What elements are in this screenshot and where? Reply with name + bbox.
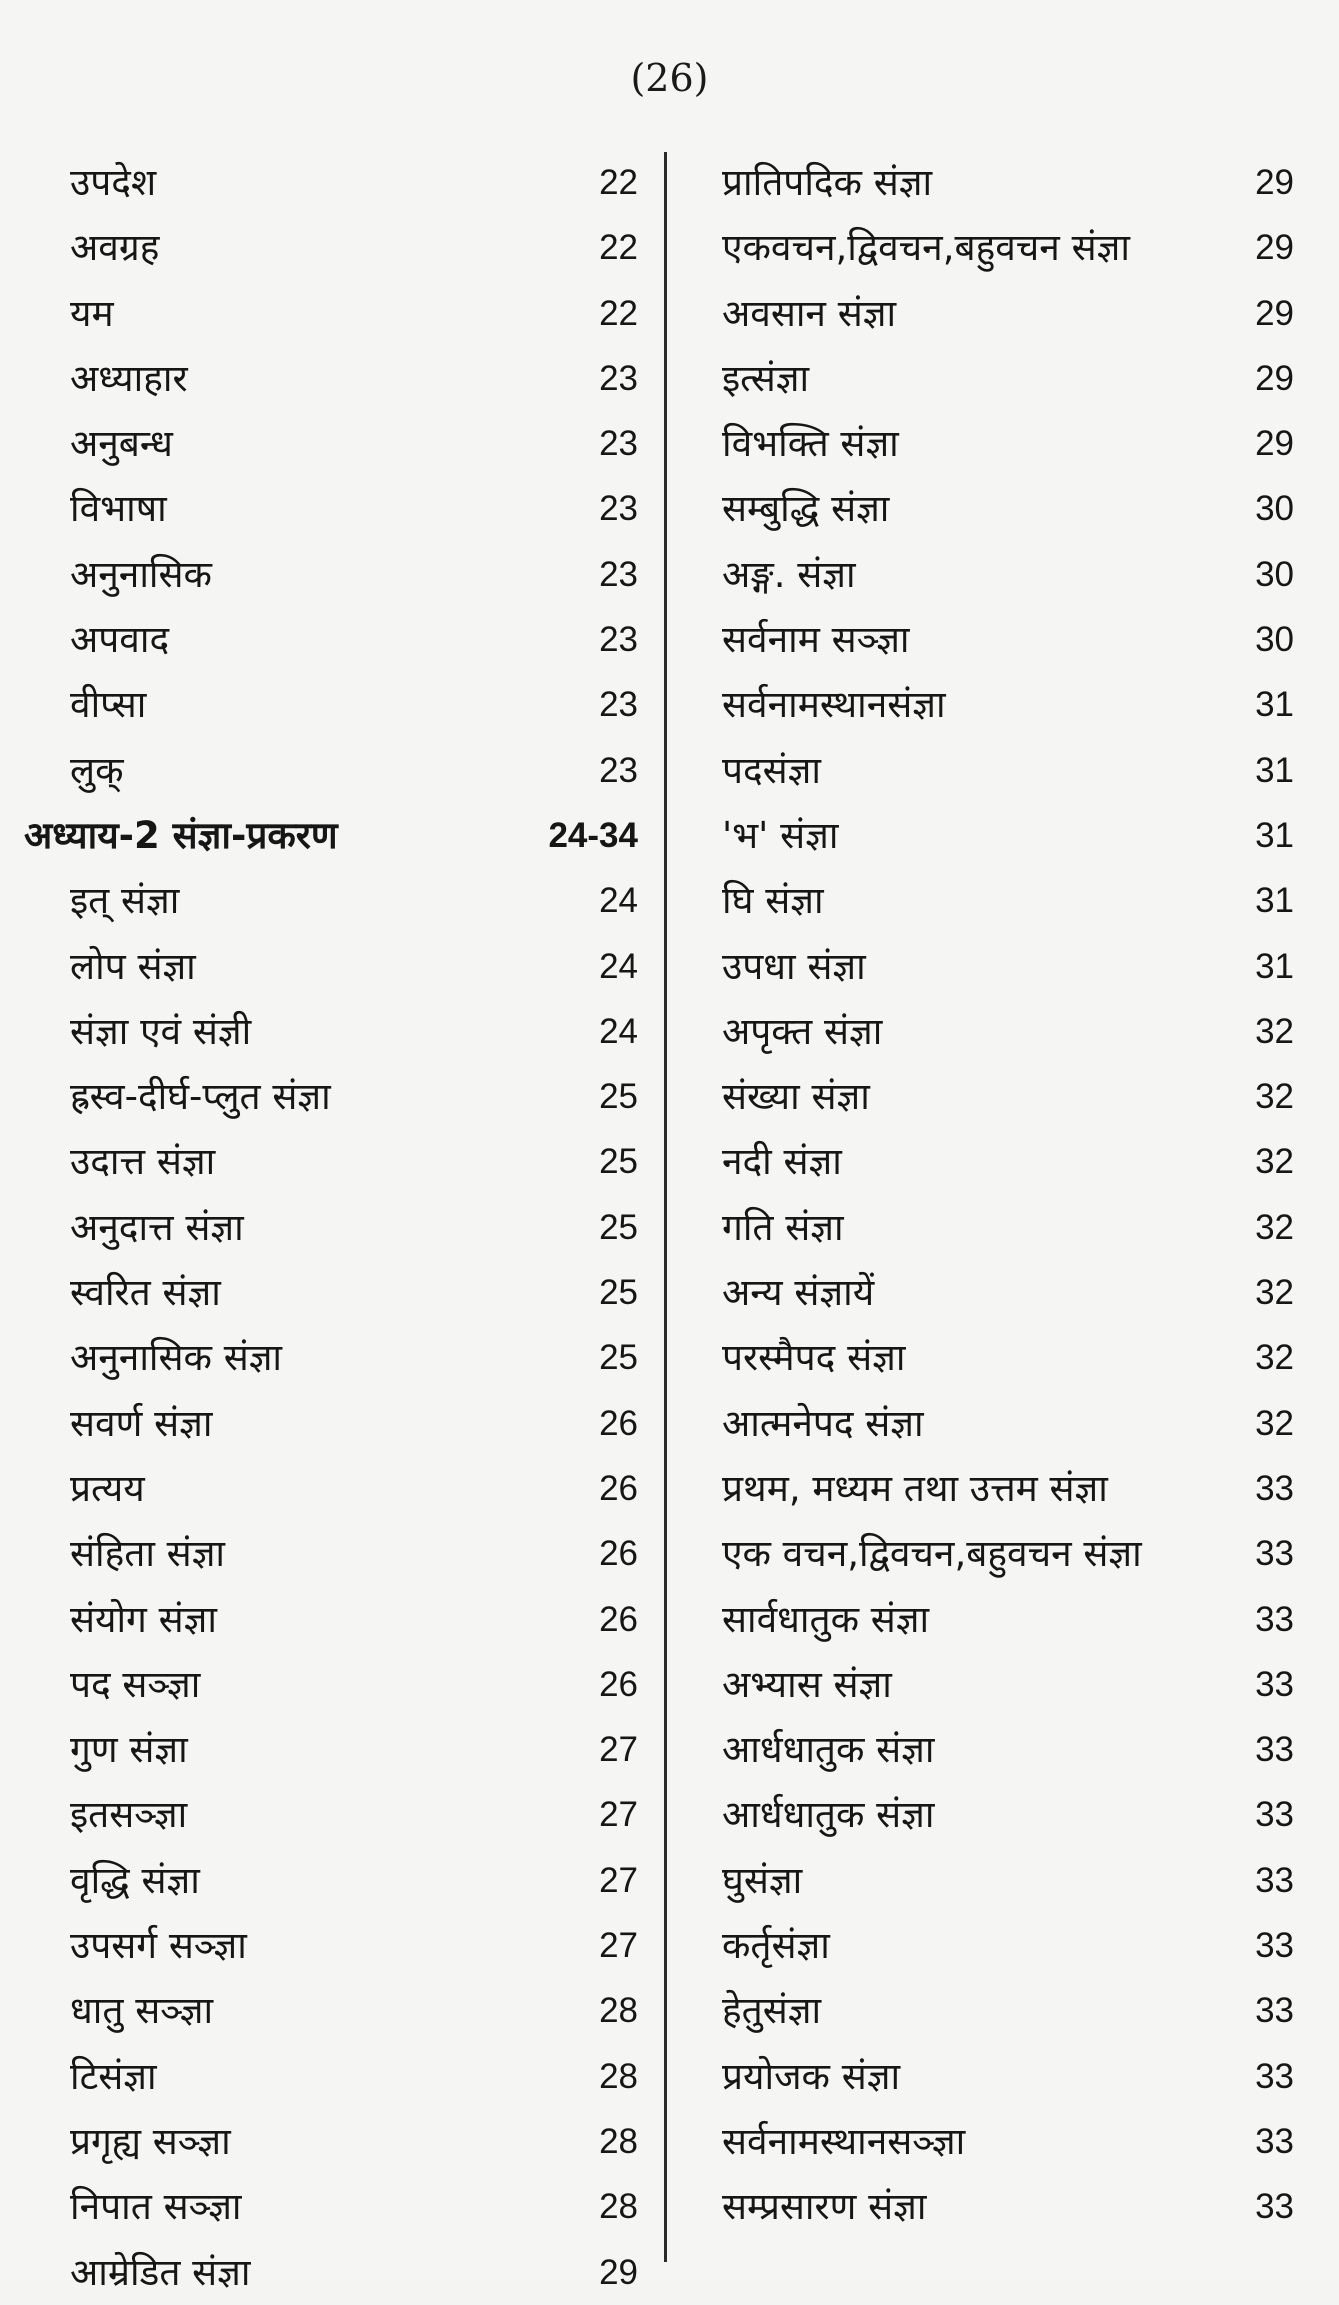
entry-label: अपवाद bbox=[70, 618, 170, 662]
index-entry bbox=[700, 803, 1300, 868]
entry-label: अनुदात्त संज्ञा bbox=[70, 1205, 244, 1249]
entry-page-number: 29 bbox=[599, 2252, 638, 2292]
index-entry bbox=[700, 868, 1300, 933]
entry-label: प्रातिपदिक संज्ञा bbox=[722, 161, 933, 204]
entry-page-number: 29 bbox=[1255, 163, 1294, 202]
entry-page-number: 32 bbox=[1255, 1011, 1294, 1051]
entry-page-number: 23 bbox=[599, 424, 638, 464]
entry-label: हेतुसंज्ञा bbox=[722, 1989, 822, 2033]
entry-page-number: 32 bbox=[1255, 1077, 1294, 1117]
entry-label: कर्तृसंज्ञा bbox=[722, 1924, 830, 1968]
entry-page-number: 32 bbox=[1255, 1403, 1294, 1443]
entry-page-number: 31 bbox=[1255, 946, 1294, 986]
index-entry bbox=[0, 1587, 650, 1652]
entry-page-number: 28 bbox=[599, 1991, 638, 2031]
index-entry bbox=[0, 1913, 650, 1978]
entry-label: निपात सञ्ज्ञा bbox=[70, 2185, 242, 2229]
index-entry bbox=[0, 2240, 650, 2305]
entry-label: उपसर्ग सञ्ज्ञा bbox=[70, 1924, 247, 1968]
entry-page-number: 33 bbox=[1255, 2187, 1294, 2227]
entry-label: लोप संज्ञा bbox=[70, 944, 196, 988]
entry-label: उदात्त संज्ञा bbox=[70, 1140, 216, 1184]
entry-label: अनुनासिक bbox=[70, 552, 212, 596]
entry-label: संज्ञा एवं संज्ञी bbox=[70, 1009, 252, 1053]
entry-page-number: 33 bbox=[1255, 1664, 1294, 1704]
entry-page-number: 23 bbox=[599, 685, 638, 725]
page-number: (26) bbox=[630, 56, 709, 100]
entry-page-number: 33 bbox=[1255, 2121, 1294, 2161]
column-divider bbox=[664, 152, 667, 2262]
entry-page-number: 24-34 bbox=[548, 815, 638, 855]
entry-label: अभ्यास संज्ञा bbox=[722, 1662, 892, 1706]
index-entry bbox=[700, 2174, 1300, 2239]
entry-page-number: 29 bbox=[1255, 358, 1294, 398]
entry-label: सर्वनामस्थानसञ्ज्ञा bbox=[722, 2119, 966, 2163]
entry-page-number: 26 bbox=[599, 1599, 638, 1639]
index-entry bbox=[0, 542, 650, 607]
index-entry bbox=[700, 1652, 1300, 1717]
index-entry bbox=[700, 346, 1300, 411]
entry-label: अनुनासिक संज्ञा bbox=[70, 1336, 283, 1380]
entry-page-number: 33 bbox=[1255, 1795, 1294, 1835]
index-entry bbox=[0, 1717, 650, 1782]
index-column-right bbox=[700, 150, 1300, 2240]
index-entry bbox=[700, 150, 1300, 215]
entry-page-number: 33 bbox=[1255, 2056, 1294, 2096]
entry-page-number: 23 bbox=[599, 620, 638, 660]
entry-page-number: 30 bbox=[1255, 554, 1294, 594]
entry-label: वीप्सा bbox=[70, 683, 147, 727]
entry-label: एकवचन,द्विवचन,बहुवचन संज्ञा bbox=[722, 226, 1130, 270]
entry-label: परस्मैपद संज्ञा bbox=[722, 1336, 906, 1380]
index-entry bbox=[0, 2109, 650, 2174]
index-entry bbox=[700, 1391, 1300, 1456]
index-entry bbox=[700, 1978, 1300, 2043]
entry-page-number: 33 bbox=[1255, 1468, 1294, 1508]
entry-label: सार्वधातुक संज्ञा bbox=[722, 1597, 930, 1641]
entry-label: प्रयोजक संज्ञा bbox=[722, 2054, 901, 2098]
index-entry bbox=[700, 411, 1300, 476]
index-entry bbox=[0, 1260, 650, 1325]
index-entry bbox=[0, 1456, 650, 1521]
entry-page-number: 28 bbox=[599, 2056, 638, 2096]
index-entry bbox=[0, 1978, 650, 2043]
index-entry bbox=[700, 1325, 1300, 1390]
index-entry bbox=[0, 476, 650, 541]
entry-label: प्रगृह्य सञ्ज्ञा bbox=[70, 2119, 231, 2163]
entry-label: पदसंज्ञा bbox=[722, 748, 821, 792]
entry-label: सर्वनाम सञ्ज्ञा bbox=[722, 618, 910, 662]
entry-page-number: 33 bbox=[1255, 1991, 1294, 2031]
index-entry bbox=[700, 934, 1300, 999]
entry-label: विभक्ति संज्ञा bbox=[722, 422, 899, 466]
entry-page-number: 33 bbox=[1255, 1534, 1294, 1574]
entry-label: पद सञ्ज्ञा bbox=[70, 1662, 201, 1706]
entry-page-number: 22 bbox=[599, 163, 638, 202]
entry-page-number: 26 bbox=[599, 1468, 638, 1508]
entry-label: नदी संज्ञा bbox=[722, 1140, 842, 1184]
entry-label: ह्रस्व-दीर्घ-प्लुत संज्ञा bbox=[70, 1075, 331, 1119]
entry-label: सर्वनामस्थानसंज्ञा bbox=[722, 683, 946, 727]
entry-label: संख्या संज्ञा bbox=[722, 1075, 870, 1119]
entry-page-number: 31 bbox=[1255, 750, 1294, 790]
entry-page-number: 29 bbox=[1255, 228, 1294, 268]
index-entry bbox=[0, 1129, 650, 1194]
index-entry bbox=[0, 281, 650, 346]
index-entry bbox=[700, 281, 1300, 346]
entry-label: आत्मनेपद संज्ञा bbox=[722, 1401, 924, 1445]
entry-label: सवर्ण संज्ञा bbox=[70, 1401, 213, 1445]
index-entry bbox=[0, 1782, 650, 1847]
entry-page-number: 25 bbox=[599, 1077, 638, 1117]
entry-page-number: 31 bbox=[1255, 881, 1294, 921]
entry-label: इतसञ्ज्ञा bbox=[70, 1793, 188, 1837]
entry-label: इत् संज्ञा bbox=[70, 879, 180, 923]
entry-page-number: 27 bbox=[599, 1860, 638, 1900]
entry-label: अन्य संज्ञायें bbox=[722, 1271, 875, 1315]
index-entry bbox=[700, 1064, 1300, 1129]
entry-label: आर्धधातुक संज्ञा bbox=[722, 1793, 935, 1837]
entry-page-number: 24 bbox=[599, 946, 638, 986]
index-entry bbox=[0, 411, 650, 476]
index-entry bbox=[0, 738, 650, 803]
entry-label: गुण संज्ञा bbox=[70, 1728, 188, 1772]
entry-page-number: 32 bbox=[1255, 1207, 1294, 1247]
entry-page-number: 23 bbox=[599, 750, 638, 790]
index-entry bbox=[0, 868, 650, 933]
entry-page-number: 30 bbox=[1255, 620, 1294, 660]
entry-label: वृद्धि संज्ञा bbox=[70, 1858, 200, 1902]
index-entry bbox=[0, 672, 650, 737]
entry-page-number: 26 bbox=[599, 1403, 638, 1443]
entry-page-number: 23 bbox=[599, 554, 638, 594]
index-entry bbox=[700, 1521, 1300, 1586]
index-entry bbox=[700, 1456, 1300, 1521]
entry-label: अङ्ग. संज्ञा bbox=[722, 552, 856, 596]
chapter-heading bbox=[0, 803, 650, 868]
entry-page-number: 32 bbox=[1255, 1142, 1294, 1182]
index-entry bbox=[700, 1913, 1300, 1978]
index-entry bbox=[700, 1848, 1300, 1913]
entry-label: टिसंज्ञा bbox=[70, 2054, 157, 2098]
entry-label: प्रत्यय bbox=[70, 1466, 145, 1510]
entry-label: लुक् bbox=[70, 748, 124, 792]
index-entry bbox=[700, 1260, 1300, 1325]
entry-page-number: 24 bbox=[599, 881, 638, 921]
entry-label: संयोग संज्ञा bbox=[70, 1597, 217, 1641]
index-entry bbox=[700, 476, 1300, 541]
index-entry bbox=[700, 1587, 1300, 1652]
index-entry bbox=[0, 607, 650, 672]
index-entry bbox=[700, 1717, 1300, 1782]
entry-page-number: 23 bbox=[599, 489, 638, 529]
entry-label: विभाषा bbox=[70, 487, 167, 531]
index-entry bbox=[700, 2044, 1300, 2109]
index-entry bbox=[0, 1652, 650, 1717]
entry-page-number: 22 bbox=[599, 293, 638, 333]
index-entry bbox=[700, 672, 1300, 737]
index-entry bbox=[700, 999, 1300, 1064]
entry-label: घि संज्ञा bbox=[722, 879, 824, 923]
entry-page-number: 26 bbox=[599, 1664, 638, 1704]
index-entry bbox=[0, 1848, 650, 1913]
entry-page-number: 25 bbox=[599, 1207, 638, 1247]
entry-label: अवग्रह bbox=[70, 226, 160, 270]
entry-page-number: 31 bbox=[1255, 815, 1294, 855]
entry-page-number: 25 bbox=[599, 1273, 638, 1313]
index-entry bbox=[0, 1064, 650, 1129]
entry-page-number: 29 bbox=[1255, 424, 1294, 464]
entry-label: अवसान संज्ञा bbox=[722, 291, 897, 335]
index-entry bbox=[700, 1129, 1300, 1194]
entry-page-number: 25 bbox=[599, 1338, 638, 1378]
entry-label: अध्याहार bbox=[70, 356, 188, 400]
entry-page-number: 32 bbox=[1255, 1273, 1294, 1313]
index-entry bbox=[0, 150, 650, 215]
index-entry bbox=[0, 1391, 650, 1456]
entry-label: आर्धधातुक संज्ञा bbox=[722, 1728, 935, 1772]
entry-label: स्वरित संज्ञा bbox=[70, 1271, 221, 1315]
entry-label: 'भ' संज्ञा bbox=[722, 813, 839, 857]
entry-page-number: 28 bbox=[599, 2187, 638, 2227]
index-entry bbox=[0, 1195, 650, 1260]
entry-page-number: 24 bbox=[599, 1011, 638, 1051]
entry-label: उपधा संज्ञा bbox=[722, 944, 866, 988]
index-entry bbox=[700, 215, 1300, 280]
entry-page-number: 25 bbox=[599, 1142, 638, 1182]
index-entry bbox=[700, 1782, 1300, 1847]
entry-label: एक वचन,द्विवचन,बहुवचन संज्ञा bbox=[722, 1532, 1142, 1576]
entry-page-number: 23 bbox=[599, 358, 638, 398]
index-entry bbox=[700, 1195, 1300, 1260]
entry-label: सम्प्रसारण संज्ञा bbox=[722, 2185, 927, 2229]
entry-label: उपदेश bbox=[70, 161, 157, 204]
entry-label: अनुबन्ध bbox=[70, 422, 173, 466]
entry-page-number: 30 bbox=[1255, 489, 1294, 529]
entry-label: गति संज्ञा bbox=[722, 1205, 844, 1249]
entry-label: आम्रेडित संज्ञा bbox=[70, 2250, 251, 2294]
entry-page-number: 29 bbox=[1255, 293, 1294, 333]
entry-page-number: 26 bbox=[599, 1534, 638, 1574]
entry-page-number: 33 bbox=[1255, 1860, 1294, 1900]
index-entry bbox=[700, 542, 1300, 607]
index-entry bbox=[0, 1325, 650, 1390]
index-entry bbox=[0, 934, 650, 999]
index-entry bbox=[700, 607, 1300, 672]
index-entry bbox=[0, 999, 650, 1064]
entry-page-number: 33 bbox=[1255, 1599, 1294, 1639]
index-entry bbox=[0, 2174, 650, 2239]
entry-label: अपृक्त संज्ञा bbox=[722, 1009, 883, 1053]
entry-label: घुसंज्ञा bbox=[722, 1858, 803, 1902]
entry-page-number: 27 bbox=[599, 1795, 638, 1835]
entry-page-number: 22 bbox=[599, 228, 638, 268]
entry-label: यम bbox=[70, 291, 114, 335]
index-entry bbox=[0, 215, 650, 280]
entry-page-number: 31 bbox=[1255, 685, 1294, 725]
entry-page-number: 33 bbox=[1255, 1926, 1294, 1966]
index-entry bbox=[700, 2109, 1300, 2174]
index-entry bbox=[0, 2044, 650, 2109]
entry-label: सम्बुद्धि संज्ञा bbox=[722, 487, 890, 531]
entry-label: इत्संज्ञा bbox=[722, 356, 810, 400]
entry-label: संहिता संज्ञा bbox=[70, 1532, 225, 1576]
entry-page-number: 33 bbox=[1255, 1730, 1294, 1770]
entry-label: प्रथम, मध्यम तथा उत्तम संज्ञा bbox=[722, 1466, 1108, 1510]
entry-page-number: 27 bbox=[599, 1730, 638, 1770]
index-entry bbox=[700, 738, 1300, 803]
index-entry bbox=[0, 346, 650, 411]
index-entry bbox=[0, 1521, 650, 1586]
entry-label: अध्याय-2 संज्ञा-प्रकरण bbox=[24, 813, 338, 857]
entry-page-number: 28 bbox=[599, 2121, 638, 2161]
entry-page-number: 27 bbox=[599, 1926, 638, 1966]
entry-page-number: 32 bbox=[1255, 1338, 1294, 1378]
entry-label: धातु सञ्ज्ञा bbox=[70, 1989, 214, 2033]
index-column-left bbox=[0, 150, 650, 2305]
